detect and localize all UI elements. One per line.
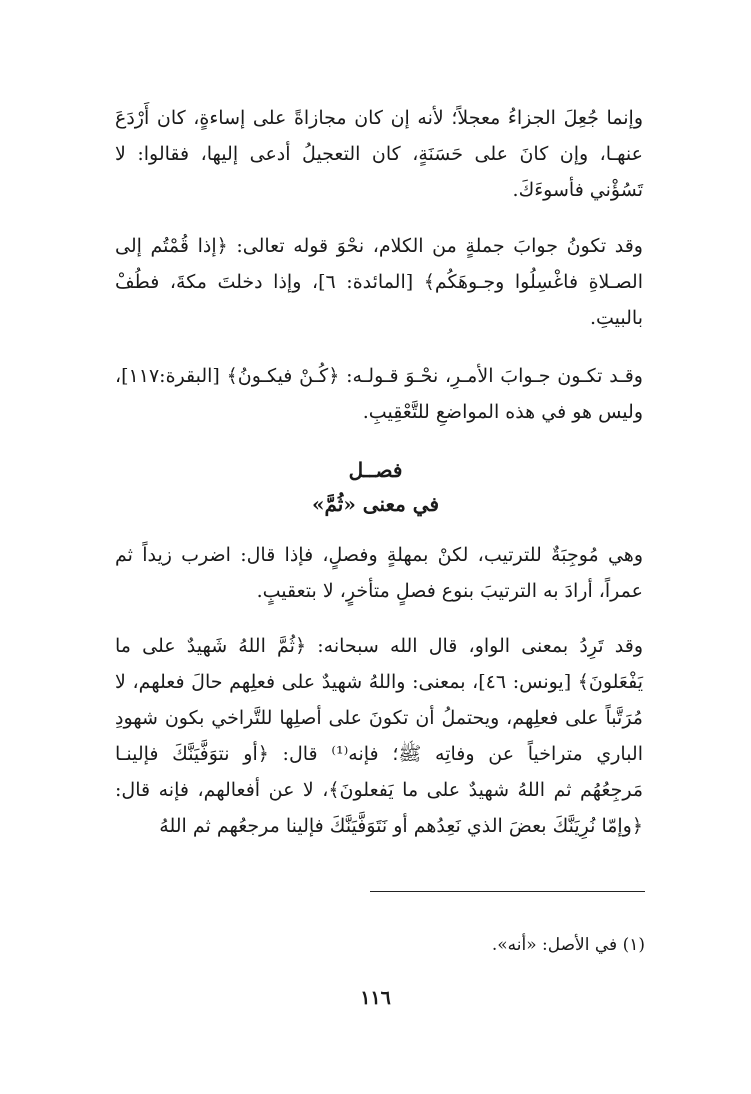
paragraph-jaza-muajjal: وإنما جُعِلَ الجزاءُ معجلاً؛ لأنه إن كان مجازاةً على إساءةٍ، كان أَرْدَعَ عنهـا، وإن كانَ على حَسَنَةٍ، كان التعجيلُ أدعى إليها، فقالوا: لا تَسُؤْني فأسوءَكَ. — [115, 107, 643, 201]
footnote: (١) في الأصل: «أنه». — [491, 935, 645, 955]
section-subtitle: في معنى «ثُمَّ» — [311, 492, 440, 516]
section-title: فصــل — [348, 458, 403, 482]
paragraph-bimana-alwaw: وقد تَرِدُ بمعنى الواو، قال الله سبحانه: ﴿ثُمَّ اللهُ شَهيدٌ على ما يَفْعَلونَ﴾ [يونس: ٤٦]، بمعنى: واللهُ شهيدٌ على فعلِهم حالَ فعلهم، لا مُرَتَّباً على فعلِهم، ويحتملُ أن تكونَ على أصلِها للتَّراخي بكون شهودِ الباري متراخياً عن وفاتِه ﷺ؛ فإنه⁽¹⁾ قال: ﴿أو نتوَفَّيَنَّكَ فإلينـا مَرجِعُهُم ثم اللهُ شهيدٌ على ما يَفعلونَ﴾، لا عن أفعالهم، فإنه قال: ﴿وإمّا نُرِيَنَّكَ بعضَ الذي نَعِدُهم أو نَتَوَفَّيَنَّكَ فإلينا مرجعُهم ثم اللهُ — [115, 635, 643, 837]
paragraph-jawab-jumla: وقد تكونُ جوابَ جملةٍ من الكلام، نحْوَ قوله تعالى: ﴿إذا قُمْتُم إلى الصـلاةِ فاغْسِلُوا وجـوهَكُم﴾ [المائدة: ٦]، وإذا دخلتَ مكةَ، فطُفْ بالبيتِ. — [115, 235, 644, 329]
paragraph-tartib: وهي مُوجِبَةٌ للترتيب، لكنْ بمهلةٍ وفصلٍ، فإذا قال: اضرب زيداً ثم عمراً، أرادَ به الترتيبَ بنوع فصلٍ متأخرٍ، لا بتعقيبٍ. — [115, 544, 643, 602]
page-number: ١١٦ — [360, 987, 391, 1009]
paragraph-jawab-amr: وقـد تكـون جـوابَ الأمـرِ، نحْـوَ قـولـه: ﴿كُـنْ فيكـونُ﴾ [البقرة:١١٧]، وليس هو في هذه المواضعِ للتَّعْقِيبِ. — [115, 365, 643, 423]
footnote-divider — [370, 891, 645, 892]
